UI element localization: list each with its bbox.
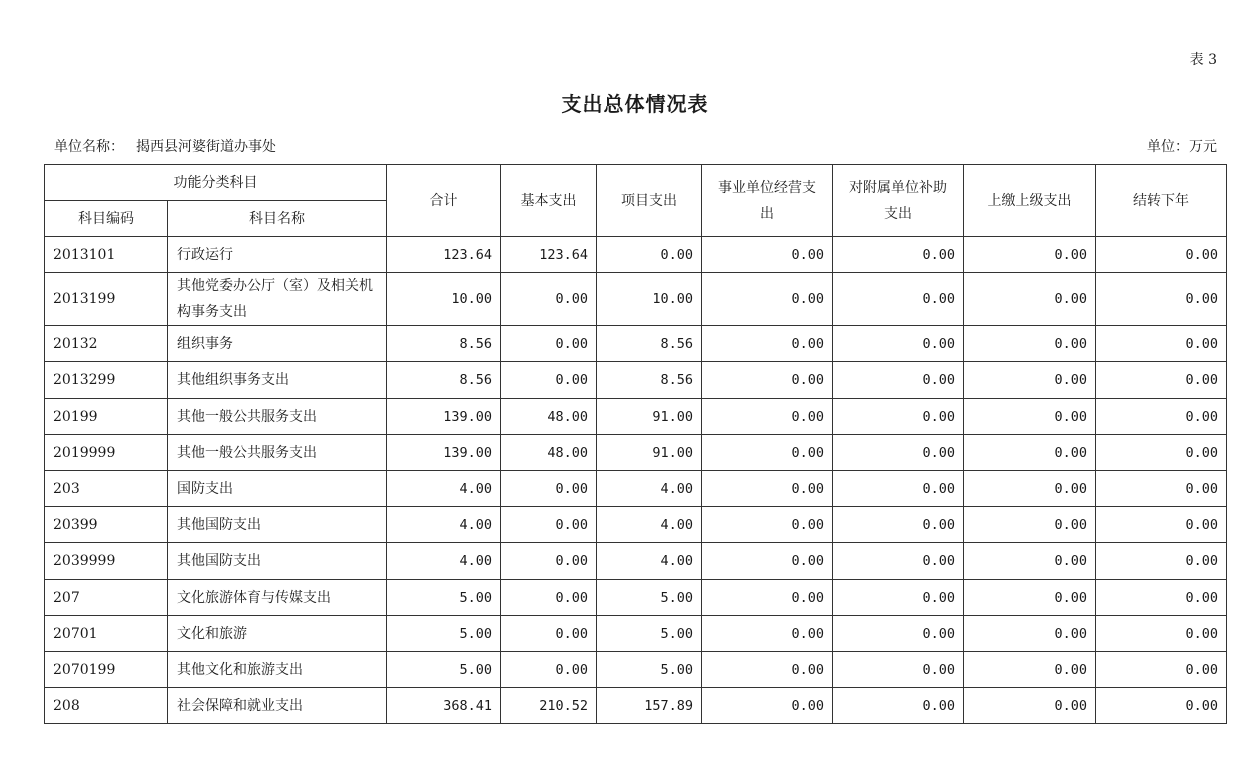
cell-carry: 0.00: [1096, 543, 1227, 580]
cell-carry: 0.00: [1096, 507, 1227, 543]
cell-name: 其他文化和旅游支出: [168, 652, 387, 688]
cell-total: 139.00: [387, 435, 501, 471]
cell-subsidy: 0.00: [833, 580, 964, 616]
cell-upper: 0.00: [964, 507, 1096, 543]
cell-business: 0.00: [702, 362, 833, 399]
cell-upper: 0.00: [964, 399, 1096, 435]
cell-project: 4.00: [597, 543, 702, 580]
unit-name-label: 单位名称：: [54, 139, 124, 155]
cell-code: 2019999: [45, 435, 168, 471]
cell-business: 0.00: [702, 543, 833, 580]
table-number: 表 3: [1189, 52, 1217, 68]
cell-carry: 0.00: [1096, 688, 1227, 724]
cell-name: 其他党委办公厅（室）及相关机构事务支出: [168, 273, 387, 326]
header-basic: 基本支出: [501, 165, 597, 237]
cell-subsidy: 0.00: [833, 326, 964, 362]
cell-basic: 0.00: [501, 507, 597, 543]
cell-project: 91.00: [597, 399, 702, 435]
cell-basic: 0.00: [501, 652, 597, 688]
cell-total: 5.00: [387, 580, 501, 616]
header-project: 项目支出: [597, 165, 702, 237]
cell-business: 0.00: [702, 688, 833, 724]
cell-name: 文化和旅游: [168, 616, 387, 652]
cell-total: 139.00: [387, 399, 501, 435]
table-row: [45, 616, 1227, 652]
table-row: [45, 273, 1227, 326]
cell-name: 其他一般公共服务支出: [168, 435, 387, 471]
cell-basic: 210.52: [501, 688, 597, 724]
cell-upper: 0.00: [964, 326, 1096, 362]
cell-subsidy: 0.00: [833, 543, 964, 580]
cell-basic: 0.00: [501, 362, 597, 399]
header-total: 合计: [387, 165, 501, 237]
unit-name-value: 揭西县河婆街道办事处: [136, 139, 276, 155]
cell-upper: 0.00: [964, 435, 1096, 471]
cell-business: 0.00: [702, 237, 833, 273]
cell-basic: 0.00: [501, 580, 597, 616]
cell-code: 20132: [45, 326, 168, 362]
cell-subsidy: 0.00: [833, 652, 964, 688]
cell-name: 国防支出: [168, 471, 387, 507]
table-row: [45, 507, 1227, 543]
cell-carry: 0.00: [1096, 362, 1227, 399]
cell-code: 2013199: [45, 273, 168, 326]
cell-project: 0.00: [597, 237, 702, 273]
cell-upper: 0.00: [964, 237, 1096, 273]
cell-name: 其他国防支出: [168, 507, 387, 543]
cell-total: 4.00: [387, 543, 501, 580]
cell-business: 0.00: [702, 507, 833, 543]
header-upper: 上缴上级支出: [964, 165, 1096, 237]
table-row: [45, 471, 1227, 507]
cell-carry: 0.00: [1096, 237, 1227, 273]
cell-code: 20199: [45, 399, 168, 435]
table-body: [45, 237, 1227, 724]
cell-carry: 0.00: [1096, 399, 1227, 435]
cell-total: 4.00: [387, 507, 501, 543]
cell-name: 其他国防支出: [168, 543, 387, 580]
cell-upper: 0.00: [964, 362, 1096, 399]
cell-subsidy: 0.00: [833, 507, 964, 543]
cell-basic: 48.00: [501, 435, 597, 471]
unit-name: [54, 136, 276, 156]
cell-business: 0.00: [702, 471, 833, 507]
cell-upper: 0.00: [964, 471, 1096, 507]
cell-total: 5.00: [387, 652, 501, 688]
cell-project: 10.00: [597, 273, 702, 326]
cell-carry: 0.00: [1096, 435, 1227, 471]
page-title: 支出总体情况表: [561, 92, 709, 116]
cell-carry: 0.00: [1096, 273, 1227, 326]
cell-code: 2013101: [45, 237, 168, 273]
cell-subsidy: 0.00: [833, 399, 964, 435]
header-business: 事业单位经营支出: [702, 165, 833, 237]
cell-total: 368.41: [387, 688, 501, 724]
table-row: [45, 580, 1227, 616]
cell-carry: 0.00: [1096, 652, 1227, 688]
cell-upper: 0.00: [964, 652, 1096, 688]
cell-basic: 0.00: [501, 326, 597, 362]
cell-name: 社会保障和就业支出: [168, 688, 387, 724]
header-name: 科目名称: [168, 201, 387, 237]
table-row: [45, 237, 1227, 273]
header-carry: 结转下年: [1096, 165, 1227, 237]
cell-business: 0.00: [702, 399, 833, 435]
cell-subsidy: 0.00: [833, 471, 964, 507]
cell-project: 5.00: [597, 616, 702, 652]
cell-total: 10.00: [387, 273, 501, 326]
cell-code: 2039999: [45, 543, 168, 580]
cell-subsidy: 0.00: [833, 273, 964, 326]
cell-name: 文化旅游体育与传媒支出: [168, 580, 387, 616]
cell-upper: 0.00: [964, 616, 1096, 652]
cell-project: 157.89: [597, 688, 702, 724]
cell-basic: 0.00: [501, 471, 597, 507]
cell-total: 123.64: [387, 237, 501, 273]
cell-upper: 0.00: [964, 580, 1096, 616]
table-row: [45, 362, 1227, 399]
header-subsidy: 对附属单位补助支出: [833, 165, 964, 237]
cell-business: 0.00: [702, 273, 833, 326]
cell-name: 组织事务: [168, 326, 387, 362]
cell-total: 8.56: [387, 326, 501, 362]
cell-project: 91.00: [597, 435, 702, 471]
cell-subsidy: 0.00: [833, 362, 964, 399]
currency-unit: 单位：万元: [1147, 139, 1217, 155]
cell-project: 8.56: [597, 326, 702, 362]
cell-carry: 0.00: [1096, 616, 1227, 652]
cell-business: 0.00: [702, 435, 833, 471]
cell-subsidy: 0.00: [833, 688, 964, 724]
cell-name: 其他一般公共服务支出: [168, 399, 387, 435]
cell-business: 0.00: [702, 616, 833, 652]
cell-upper: 0.00: [964, 273, 1096, 326]
cell-basic: 0.00: [501, 273, 597, 326]
cell-business: 0.00: [702, 580, 833, 616]
header-code: 科目编码: [45, 201, 168, 237]
cell-total: 4.00: [387, 471, 501, 507]
table-row: [45, 543, 1227, 580]
cell-project: 8.56: [597, 362, 702, 399]
table-row: [45, 399, 1227, 435]
cell-project: 5.00: [597, 652, 702, 688]
cell-basic: 0.00: [501, 616, 597, 652]
cell-carry: 0.00: [1096, 326, 1227, 362]
cell-business: 0.00: [702, 652, 833, 688]
cell-code: 2070199: [45, 652, 168, 688]
cell-code: 2013299: [45, 362, 168, 399]
cell-upper: 0.00: [964, 688, 1096, 724]
expenditure-table: [44, 164, 1227, 724]
cell-project: 4.00: [597, 507, 702, 543]
cell-basic: 123.64: [501, 237, 597, 273]
cell-carry: 0.00: [1096, 471, 1227, 507]
cell-carry: 0.00: [1096, 580, 1227, 616]
table-row: [45, 652, 1227, 688]
table-row: [45, 326, 1227, 362]
cell-total: 8.56: [387, 362, 501, 399]
cell-subsidy: 0.00: [833, 616, 964, 652]
cell-upper: 0.00: [964, 543, 1096, 580]
table-row: [45, 688, 1227, 724]
header-function-group: 功能分类科目: [45, 165, 387, 201]
cell-name: 其他组织事务支出: [168, 362, 387, 399]
cell-name: 行政运行: [168, 237, 387, 273]
cell-code: 207: [45, 580, 168, 616]
cell-code: 20399: [45, 507, 168, 543]
cell-code: 20701: [45, 616, 168, 652]
cell-basic: 0.00: [501, 543, 597, 580]
cell-code: 208: [45, 688, 168, 724]
cell-total: 5.00: [387, 616, 501, 652]
cell-project: 5.00: [597, 580, 702, 616]
cell-subsidy: 0.00: [833, 435, 964, 471]
cell-subsidy: 0.00: [833, 237, 964, 273]
cell-project: 4.00: [597, 471, 702, 507]
cell-basic: 48.00: [501, 399, 597, 435]
table-row: [45, 435, 1227, 471]
cell-business: 0.00: [702, 326, 833, 362]
cell-code: 203: [45, 471, 168, 507]
